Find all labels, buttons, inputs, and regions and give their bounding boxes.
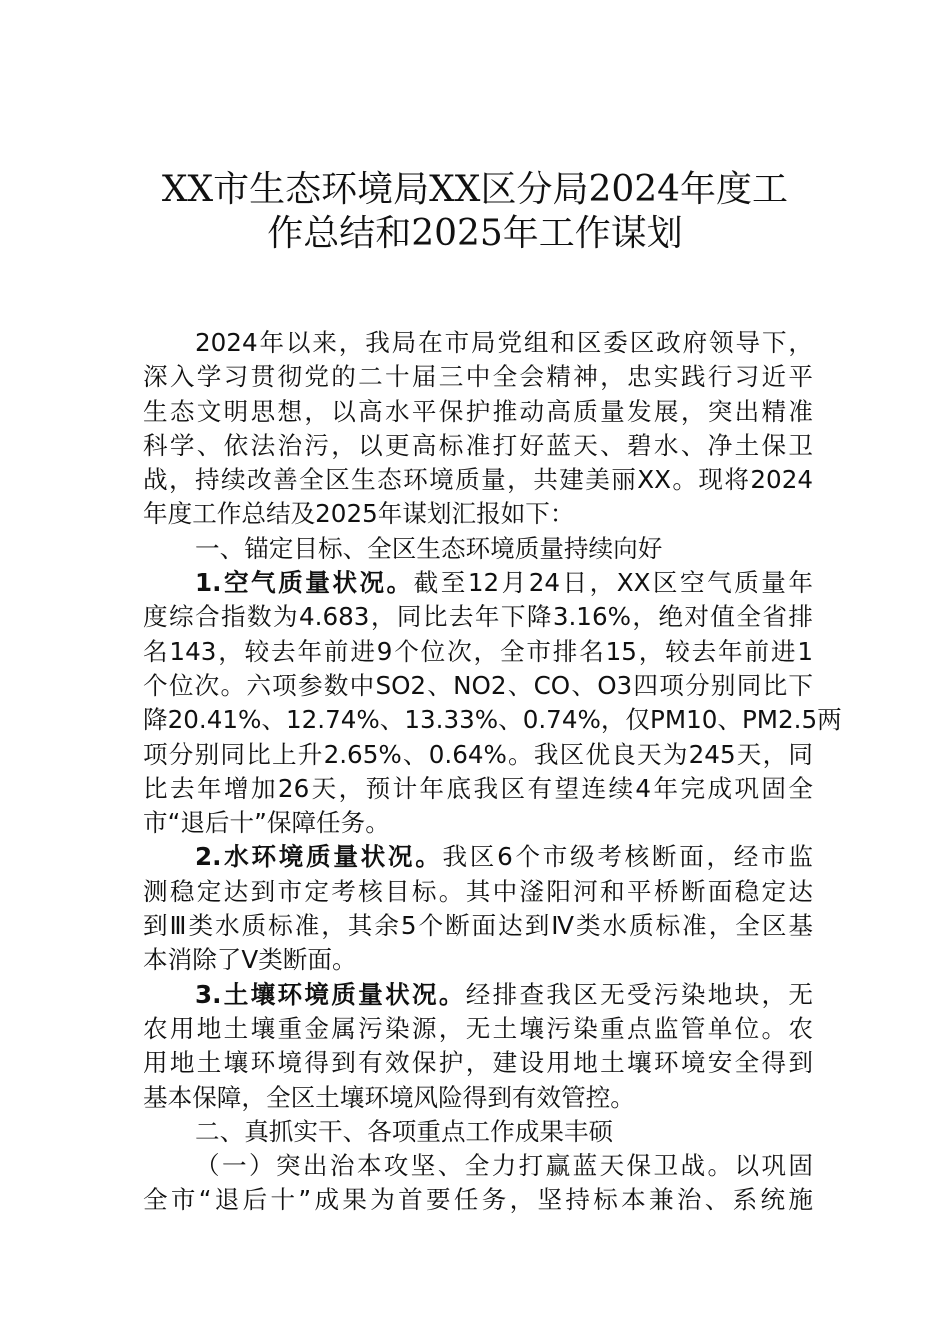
- intro-line: 战，持续改善全区生态环境质量，共建美丽XX。现将2024: [143, 465, 813, 495]
- intro-line: 深入学习贯彻党的二十届三中全会精神，忠实践行习近平: [143, 362, 813, 392]
- document-body: [143, 326, 842, 1218]
- section-heading: 一、锚定目标、全区生态环境质量持续向好: [195, 533, 663, 563]
- item-air-quality-lead: 1.空气质量状况。: [195, 568, 414, 598]
- item-air-quality-first-line: [143, 566, 813, 600]
- subsection-line: 全市“退后十”成果为首要任务，坚持标本兼治、系统施: [143, 1185, 813, 1215]
- item-water-line: 到Ⅲ类水质标准，其余5个断面达到Ⅳ类水质标准，全区基: [143, 911, 813, 941]
- item-water-line: 本消除了Ⅴ类断面。: [143, 945, 357, 975]
- item-air-quality-line: 市“退后十”保障任务。: [143, 808, 390, 838]
- intro-line: 生态文明思想，以高水平保护推动高质量发展，突出精准: [143, 396, 813, 426]
- item-air-quality-line: 降20.41%、12.74%、13.33%、0.74%，仅PM10、PM2.5两: [143, 705, 842, 735]
- intro-line: 2024年以来，我局在市局党组和区委区政府领导下，: [195, 328, 813, 357]
- section-heading: 二、真抓实干、各项重点工作成果丰硕: [195, 1116, 614, 1146]
- item-air-quality-line: 个位次。六项参数中SO2、NO2、CO、O3四项分别同比下: [143, 670, 813, 700]
- item-air-quality-line: 度综合指数为4.683，同比去年下降3.16%，绝对值全省排: [143, 602, 813, 632]
- item-water-text: 我区6个市级考核断面，经市监: [442, 842, 813, 872]
- document-title-line-1: XX市生态环境局XX区分局2024年度工: [161, 169, 789, 210]
- item-soil-line: 基本保障，全区土壤环境风险得到有效管控。: [143, 1082, 635, 1112]
- item-air-quality-text: 截至12月24日，XX区空气质量年: [413, 568, 813, 598]
- item-soil-line: 农用地土壤重金属污染源，无土壤污染重点监管单位。农: [143, 1013, 813, 1043]
- intro-line: 科学、依法治污，以更高标准打好蓝天、碧水、净土保卫: [143, 430, 813, 460]
- item-soil-line: 用地土壤环境得到有效保护，建设用地土壤环境安全得到: [143, 1048, 813, 1078]
- item-water-line: 测稳定达到市定考核目标。其中滏阳河和平桥断面稳定达: [143, 876, 813, 906]
- item-water-first-line: [143, 840, 813, 874]
- item-soil-lead: 3.土壤环境质量状况。: [195, 979, 466, 1009]
- item-air-quality-line: 项分别同比上升2.65%、0.64%。我区优良天为245天，同: [143, 739, 813, 769]
- item-soil-first-line: [143, 978, 813, 1012]
- document-title-line-2: 作总结和2025年工作谋划: [267, 213, 683, 254]
- item-air-quality-line: 比去年增加26天，预计年底我区有望连续4年完成巩固全: [143, 773, 813, 803]
- intro-line: 年度工作总结及2025年谋划汇报如下：: [143, 499, 575, 529]
- item-air-quality-line: 名143，较去年前进9个位次，全市排名15，较去年前进1: [143, 636, 813, 666]
- subsection-line: （一）突出治本攻坚、全力打赢蓝天保卫战。以巩固: [195, 1151, 813, 1181]
- item-water-lead: 2.水环境质量状况。: [195, 842, 443, 872]
- item-soil-text: 经排查我区无受污染地块，无: [465, 979, 813, 1009]
